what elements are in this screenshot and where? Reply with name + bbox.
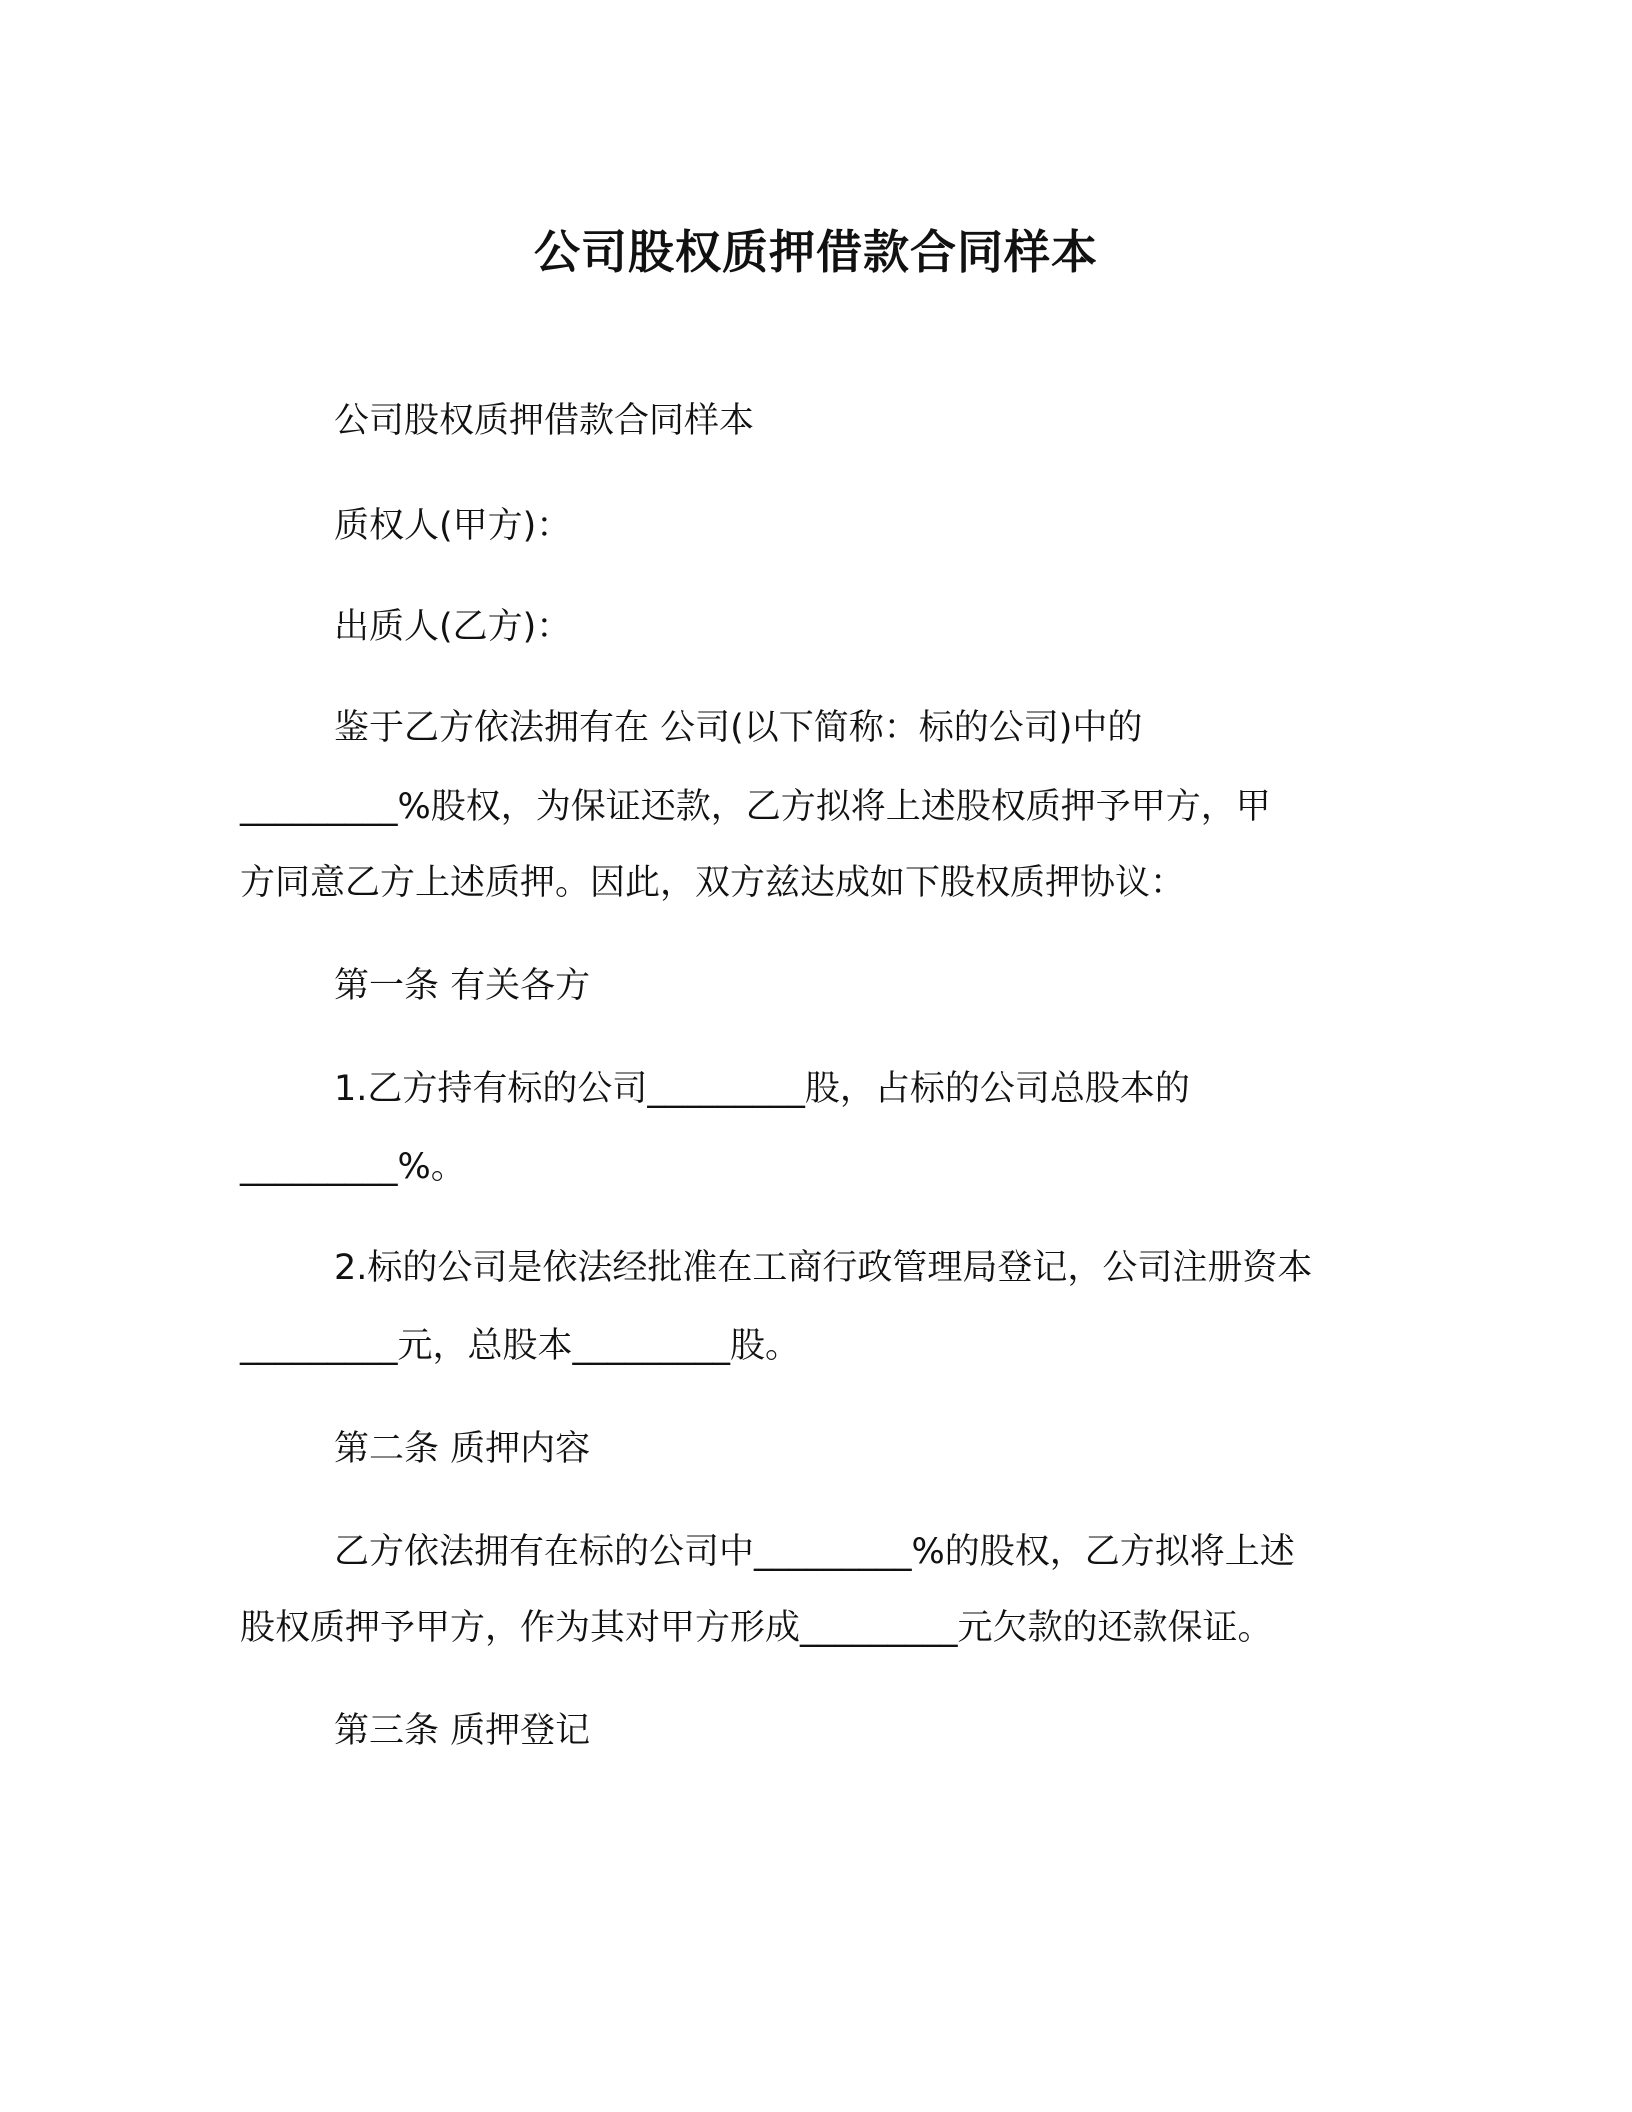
article-2-body-line-2: 股权质押予甲方，作为其对甲方形成_________元欠款的还款保证。 [240,1608,1273,1648]
article-1-item-2-line-1: 2.标的公司是依法经批准在工商行政管理局登记，公司注册资本 [334,1248,1313,1288]
article-1-item-2-line-2: _________元，总股本_________股。 [240,1326,801,1366]
subtitle-line: 公司股权质押借款合同样本 [334,401,755,441]
document-title: 公司股权质押借款合同样本 [534,225,1098,279]
pledgee-line: 质权人(甲方)： [334,506,572,546]
article-1-heading: 第一条 有关各方 [334,966,591,1006]
pledgor-line: 出质人(乙方)： [334,607,572,647]
article-2-heading: 第二条 质押内容 [334,1429,591,1469]
article-2-body-line-1: 乙方依法拥有在标的公司中_________%的股权，乙方拟将上述 [334,1532,1295,1572]
preamble-line-2: _________%股权，为保证还款，乙方拟将上述股权质押予甲方，甲 [240,787,1271,827]
article-3-heading: 第三条 质押登记 [334,1711,591,1751]
article-1-item-1-line-2: _________%。 [240,1147,466,1187]
article-1-item-1-line-1: 1.乙方持有标的公司_________股，占标的公司总股本的 [334,1069,1190,1109]
preamble-line-1: 鉴于乙方依法拥有在 公司(以下简称：标的公司)中的 [334,708,1143,748]
preamble-line-3: 方同意乙方上述质押。因此，双方兹达成如下股权质押协议： [240,863,1186,903]
